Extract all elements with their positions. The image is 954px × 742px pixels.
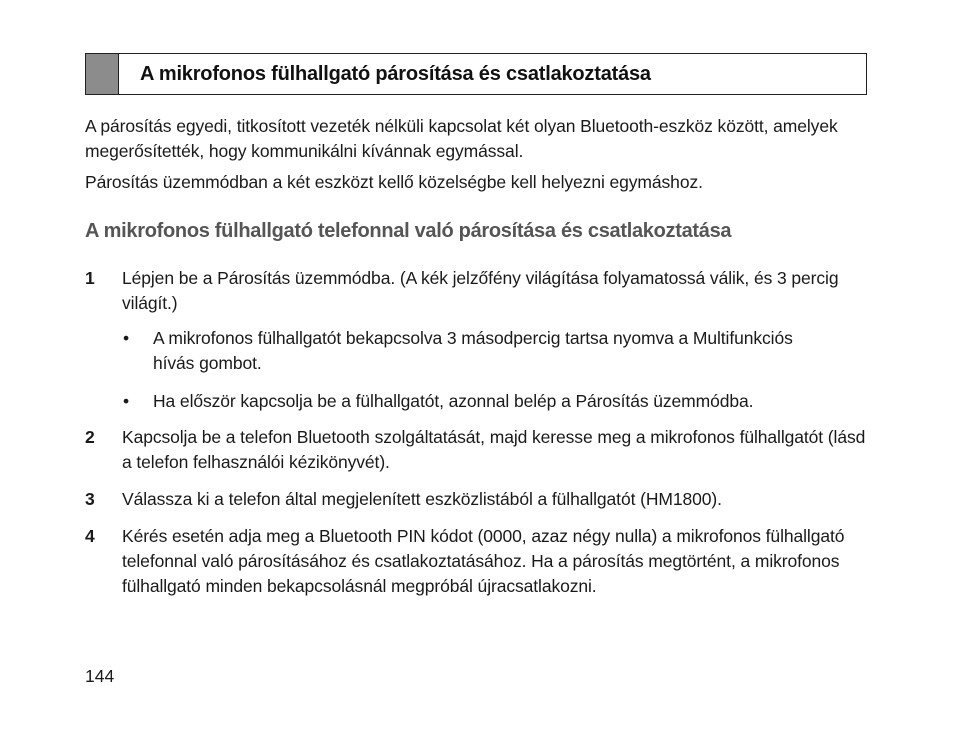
page-number: 144	[85, 666, 115, 686]
step-text: Kérés esetén adja meg a Bluetooth PIN kódot (0000, azaz négy nulla) a mikrofonos fülhallgató telefonnal való párosításához és csatlakoztatásához. Ha a párosítás megtörtént, a mikrofonos fülhallgató minden bekapcsolásnál megpróbál újracsatlakozni.	[122, 526, 845, 596]
subheading: A mikrofonos fülhallgató telefonnal való párosítása és csatlakoztatása	[85, 220, 732, 242]
bullet-icon: •	[123, 328, 130, 348]
step-number: 2	[85, 427, 95, 447]
intro-paragraph-1: A párosítás egyedi, titkosított vezeték nélküli kapcsolat két olyan Bluetooth-eszköz között, amelyek megerősítették, hogy kommunikálni kívánnak egymással.	[85, 116, 838, 161]
step-text: Válassza ki a telefon által megjelenített eszközlistából a fülhallgatót (HM1800).	[122, 489, 722, 509]
bullet-icon: •	[123, 391, 130, 411]
bullet-text: A mikrofonos fülhallgatót bekapcsolva 3 másodpercig tartsa nyomva a Multifunkciós hívás gombot.	[153, 328, 793, 373]
step-number: 4	[85, 526, 95, 546]
step-text: Lépjen be a Párosítás üzemmódba. (A kék jelzőfény világítása folyamatossá válik, és 3 percig világít.)	[122, 268, 839, 313]
step-number: 1	[85, 268, 95, 288]
bullet-text: Ha először kapcsolja be a fülhallgatót, azonnal belép a Párosítás üzemmódba.	[153, 391, 754, 411]
step-text: Kapcsolja be a telefon Bluetooth szolgáltatását, majd keresse meg a mikrofonos fülhallgatót (lásd a telefon felhasználói kézikönyvét).	[122, 427, 866, 472]
section-marker	[86, 54, 119, 94]
section-title: A mikrofonos fülhallgató párosítása és csatlakoztatása	[140, 62, 651, 85]
step-number: 3	[85, 489, 95, 509]
intro-paragraph-2: Párosítás üzemmódban a két eszközt kellő közelségbe kell helyezni egymáshoz.	[85, 172, 703, 192]
section-header	[85, 53, 867, 95]
